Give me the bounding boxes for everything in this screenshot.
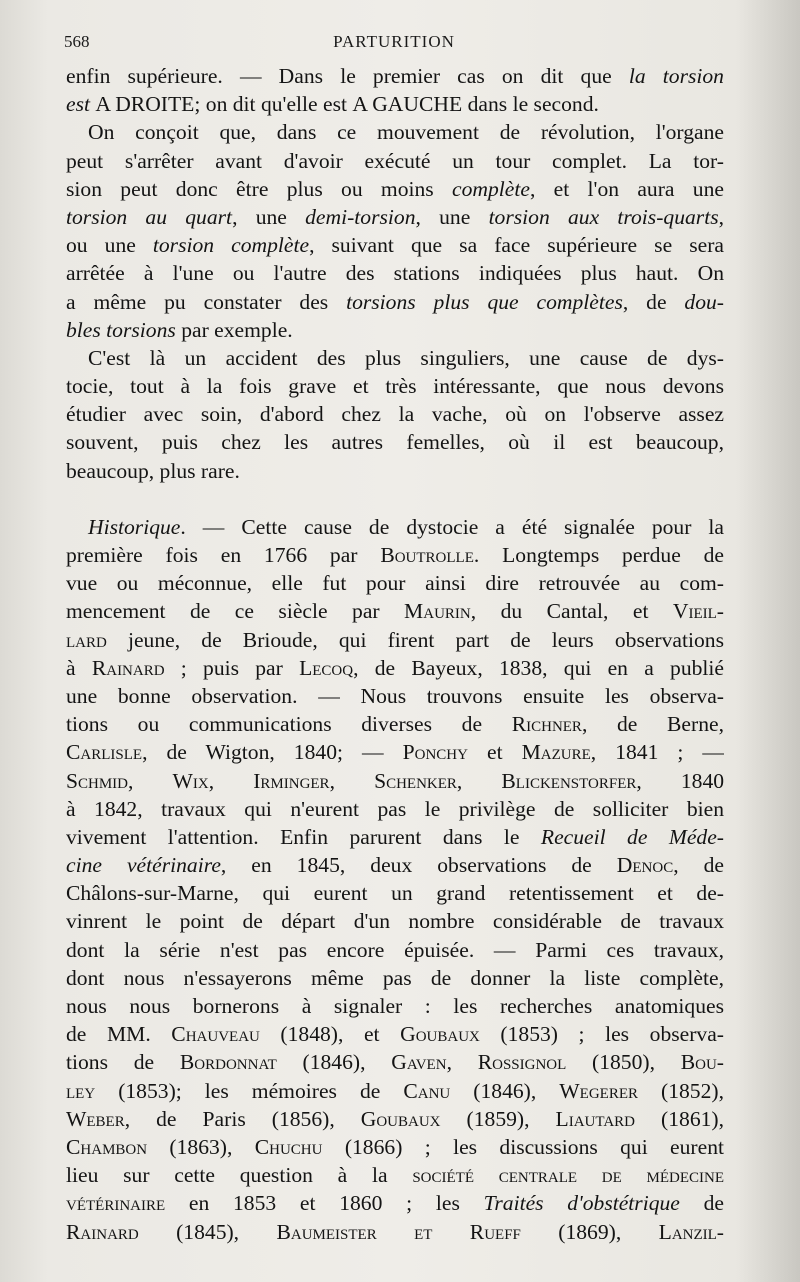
text-line: Weber, de Paris (1856), Goubaux (1859), Liautard (1861),: [66, 1106, 724, 1131]
text-line: beaucoup, plus rare.: [66, 458, 240, 483]
text-line: C'est là un accident des plus singuliers, une cause de dys-: [88, 345, 724, 370]
text-line: tocie, tout à la fois grave et très intéressante, que nous devons: [66, 374, 724, 399]
text-line: est A DROITE; on dit qu'elle est A GAUCHE dans le second.: [66, 92, 599, 117]
text-line: Schmid, Wix, Irminger, Schenker, Blickenstorfer, 1840: [66, 768, 724, 793]
running-title: PARTURITION: [333, 32, 455, 51]
text-line: torsion au quart, une demi-torsion, une torsion aux trois-quarts,: [66, 204, 724, 229]
text-line: de MM. Chauveau (1848), et Goubaux (1853) ; les observa-: [66, 1022, 724, 1047]
section-heading: Historique: [88, 514, 181, 539]
text-line: bles torsions par exemple.: [66, 317, 293, 342]
body-text: [66, 62, 724, 1246]
text-line: cine vétérinaire, en 1845, deux observations de Denoc, de: [66, 853, 724, 878]
text-line: Historique. — Cette cause de dystocie a été signalée pour la: [88, 514, 724, 539]
text-line: arrêtée à l'une ou l'autre des stations indiquées plus haut. On: [66, 261, 724, 286]
text-line: à Rainard ; puis par Lecoq, de Bayeux, 1838, qui en a publié: [66, 655, 724, 680]
text-line: Carlisle, de Wigton, 1840; — Ponchy et Mazure, 1841 ; —: [66, 740, 724, 765]
text-line: vue ou méconnue, elle fut pour ainsi dire retrouvée au com-: [66, 571, 724, 596]
text-line: a même pu constater des torsions plus que complètes, de dou-: [66, 289, 724, 314]
text-line: dont nous n'essayerons même pas de donner la liste complète,: [66, 965, 724, 990]
text-line: souvent, puis chez les autres femelles, où il est beaucoup,: [66, 430, 724, 455]
text-line: Châlons-sur-Marne, qui eurent un grand retentissement et de-: [66, 881, 724, 906]
text-line: une bonne observation. — Nous trouvons ensuite les observa-: [66, 683, 724, 708]
text-line: étudier avec soin, d'abord chez la vache, où on l'observe assez: [66, 402, 724, 427]
text-line: Rainard (1845), Baumeister et Rueff (1869), Lanzil-: [66, 1219, 724, 1244]
text-line: Chambon (1863), Chuchu (1866) ; les discussions qui eurent: [66, 1134, 724, 1159]
text-line: ou une torsion complète, suivant que sa face supérieure se sera: [66, 233, 724, 258]
paragraph-gap: [66, 485, 724, 513]
page-header: [64, 32, 724, 56]
text-line: vétérinaire en 1853 et 1860 ; les Traités d'obstétrique de: [66, 1191, 724, 1216]
text-line: sion peut donc être plus ou moins complète, et l'on aura une: [66, 176, 724, 201]
text-line: première fois en 1766 par Boutrolle. Longtemps perdue de: [66, 543, 724, 567]
text-line: peut s'arrêter avant d'avoir exécuté un tour complet. La tor-: [66, 148, 724, 173]
text-line: lard jeune, de Brioude, qui firent part de leurs observations: [66, 627, 724, 652]
text-line: enfin supérieure. — Dans le premier cas on dit que la torsion: [66, 64, 724, 88]
text-line: vinrent le point de départ d'un nombre considérable de travaux: [66, 909, 724, 934]
page-number: 568: [64, 32, 90, 51]
text-line: On conçoit que, dans ce mouvement de révolution, l'organe: [88, 120, 724, 145]
text-line: mencement de ce siècle par Maurin, du Cantal, et Vieil-: [66, 599, 724, 624]
text-line: lieu sur cette question à la société centrale de médecine: [66, 1163, 724, 1188]
text-line: à 1842, travaux qui n'eurent pas le privilège de solliciter bien: [66, 796, 724, 821]
text-line: vivement l'attention. Enfin parurent dans le Recueil de Méde-: [66, 824, 724, 849]
text-line: nous nous bornerons à signaler : les recherches anatomiques: [66, 994, 724, 1018]
text-line: tions ou communications diverses de Richner, de Berne,: [66, 712, 724, 737]
text-line: tions de Bordonnat (1846), Gaven, Rossignol (1850), Bou-: [66, 1050, 724, 1075]
text-line: ley (1853); les mémoires de Canu (1846), Wegerer (1852),: [66, 1078, 724, 1103]
text-line: dont la série n'est pas encore épuisée. — Parmi ces travaux,: [66, 937, 724, 962]
